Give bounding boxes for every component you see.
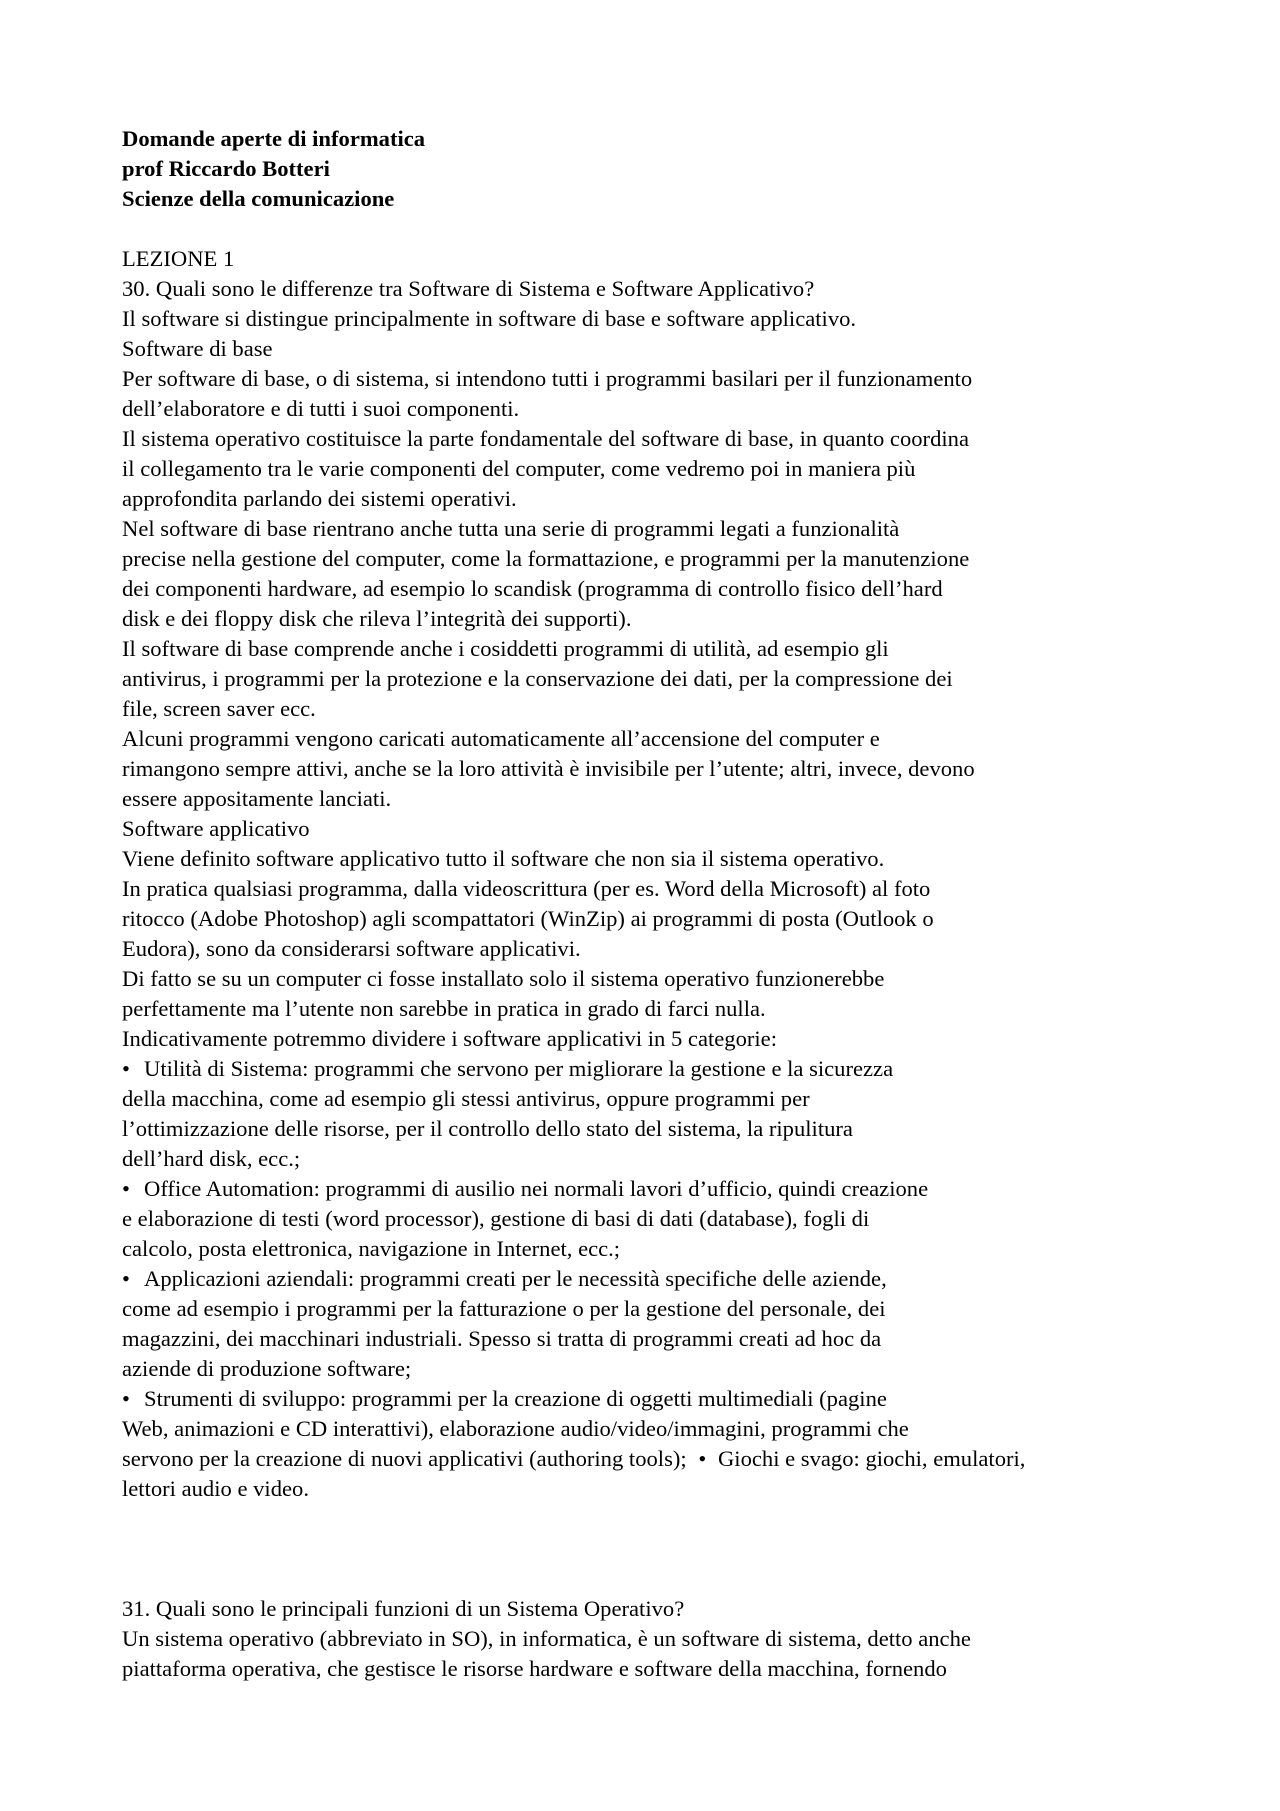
paragraph-line: disk e dei floppy disk che rileva l’integrità dei supporti). xyxy=(122,606,632,631)
bullet-item-giochi-e-svago: Giochi e svago: giochi, emulatori, xyxy=(717,1446,1026,1471)
bullet-continuation: calcolo, posta elettronica, navigazione in Internet, ecc.; xyxy=(122,1236,621,1261)
bullet-continuation: Web, animazioni e CD interattivi), elaborazione audio/video/immagini, programmi che xyxy=(122,1416,909,1441)
paragraph-line: Nel software di base rientrano anche tutta una serie di programmi legati a funzionalità xyxy=(122,516,900,541)
bullet-icon: • xyxy=(122,1266,130,1291)
bullet-continuation: dell’hard disk, ecc.; xyxy=(122,1146,301,1171)
paragraph-line: ritocco (Adobe Photoshop) agli scompattatori (WinZip) ai programmi di posta (Outlook o xyxy=(122,906,934,931)
spacer xyxy=(122,1504,1182,1534)
paragraph-line: il collegamento tra le varie componenti del computer, come vedremo poi in maniera più xyxy=(122,456,916,481)
bullet-continuation: come ad esempio i programmi per la fatturazione o per la gestione del personale, dei xyxy=(122,1296,886,1321)
paragraph-line: Di fatto se su un computer ci fosse installato solo il sistema operativo funzionerebbe xyxy=(122,966,885,991)
bullet-continuation: aziende di produzione software; xyxy=(122,1356,412,1381)
paragraph-line: piattaforma operativa, che gestisce le risorse hardware e software della macchina, fornendo xyxy=(122,1656,947,1681)
bullet-continuation: magazzini, dei macchinari industriali. Spesso si tratta di programmi creati ad hoc da xyxy=(122,1326,882,1351)
document-author: prof Riccardo Botteri xyxy=(122,156,330,181)
paragraph-line: dei componenti hardware, ad esempio lo scandisk (programma di controllo fisico dell’hard xyxy=(122,576,943,601)
question-30: 30. Quali sono le differenze tra Software di Sistema e Software Applicativo? xyxy=(122,276,815,301)
bullet-continuation: l’ottimizzazione delle risorse, per il controllo dello stato del sistema, la ripulitura xyxy=(122,1116,853,1141)
document-title: Domande aperte di informatica xyxy=(122,126,426,151)
paragraph-line: approfondita parlando dei sistemi operativi. xyxy=(122,486,517,511)
paragraph-line: Indicativamente potremmo dividere i software applicativi in 5 categorie: xyxy=(122,1026,777,1051)
bullet-text: Utilità di Sistema: programmi che servono per migliorare la gestione e la sicurezza xyxy=(144,1056,894,1081)
paragraph-line: Il software si distingue principalmente in software di base e software applicativo. xyxy=(122,306,857,331)
paragraph-line: Il sistema operativo costituisce la parte fondamentale del software di base, in quanto coordina xyxy=(122,426,969,451)
paragraph-line: precise nella gestione del computer, come la formattazione, e programmi per la manutenzione xyxy=(122,546,970,571)
paragraph-line: Alcuni programmi vengono caricati automaticamente all’accensione del computer e xyxy=(122,726,880,751)
bullet-continuation xyxy=(122,1444,1182,1474)
paragraph-line: dell’elaboratore e di tutti i suoi componenti. xyxy=(122,396,520,421)
paragraph-line: Un sistema operativo (abbreviato in SO), in informatica, è un software di sistema, detto anche xyxy=(122,1626,971,1651)
paragraph-line: In pratica qualsiasi programma, dalla videoscrittura (per es. Word della Microsoft) al foto xyxy=(122,876,931,901)
bullet-continuation: lettori audio e video. xyxy=(122,1476,309,1501)
bullet-text: Office Automation: programmi di ausilio nei normali lavori d’ufficio, quindi creazione xyxy=(144,1176,929,1201)
document-body xyxy=(122,124,1182,1684)
paragraph-line: Per software di base, o di sistema, si intendono tutti i programmi basilari per il funzionamento xyxy=(122,366,973,391)
bullet-icon: • xyxy=(122,1056,130,1081)
spacer xyxy=(122,1534,1182,1564)
bullet-continuation: e elaborazione di testi (word processor), gestione di basi di dati (database), fogli di xyxy=(122,1206,870,1231)
bullet-text: servono per la creazione di nuovi applicativi (authoring tools); xyxy=(122,1446,687,1471)
paragraph-line: Eudora), sono da considerarsi software applicativi. xyxy=(122,936,581,961)
spacer xyxy=(122,1564,1182,1594)
lesson-label: LEZIONE 1 xyxy=(122,246,235,271)
bullet-item-strumenti-di-sviluppo xyxy=(122,1384,1182,1414)
bullet-icon: • xyxy=(122,1176,130,1201)
paragraph-line: essere appositamente lanciati. xyxy=(122,786,392,811)
paragraph-line: antivirus, i programmi per la protezione e la conservazione dei dati, per la compressione dei xyxy=(122,666,953,691)
bullet-text: Applicazioni aziendali: programmi creati per le necessità specifiche delle aziende, xyxy=(144,1266,887,1291)
paragraph-line: file, screen saver ecc. xyxy=(122,696,316,721)
paragraph-line: Il software di base comprende anche i cosiddetti programmi di utilità, ad esempio gli xyxy=(122,636,889,661)
section-heading-software-applicativo: Software applicativo xyxy=(122,816,310,841)
document-course: Scienze della comunicazione xyxy=(122,186,395,211)
paragraph-line: Viene definito software applicativo tutto il software che non sia il sistema operativo. xyxy=(122,846,885,871)
bullet-item-office-automation xyxy=(122,1174,1182,1204)
bullet-item-applicazioni-aziendali xyxy=(122,1264,1182,1294)
bullet-continuation: della macchina, come ad esempio gli stessi antivirus, oppure programmi per xyxy=(122,1086,810,1111)
paragraph-line: rimangono sempre attivi, anche se la loro attività è invisibile per l’utente; altri, invece, devono xyxy=(122,756,975,781)
bullet-text: Strumenti di sviluppo: programmi per la creazione di oggetti multimediali (pagine xyxy=(144,1386,887,1411)
question-31: 31. Quali sono le principali funzioni di un Sistema Operativo? xyxy=(122,1596,685,1621)
bullet-item-utilita xyxy=(122,1054,1182,1084)
paragraph-line: perfettamente ma l’utente non sarebbe in pratica in grado di farci nulla. xyxy=(122,996,766,1021)
spacer xyxy=(122,214,1182,244)
section-heading-software-di-base: Software di base xyxy=(122,336,273,361)
bullet-icon: • xyxy=(698,1446,707,1471)
bullet-icon: • xyxy=(122,1386,130,1411)
